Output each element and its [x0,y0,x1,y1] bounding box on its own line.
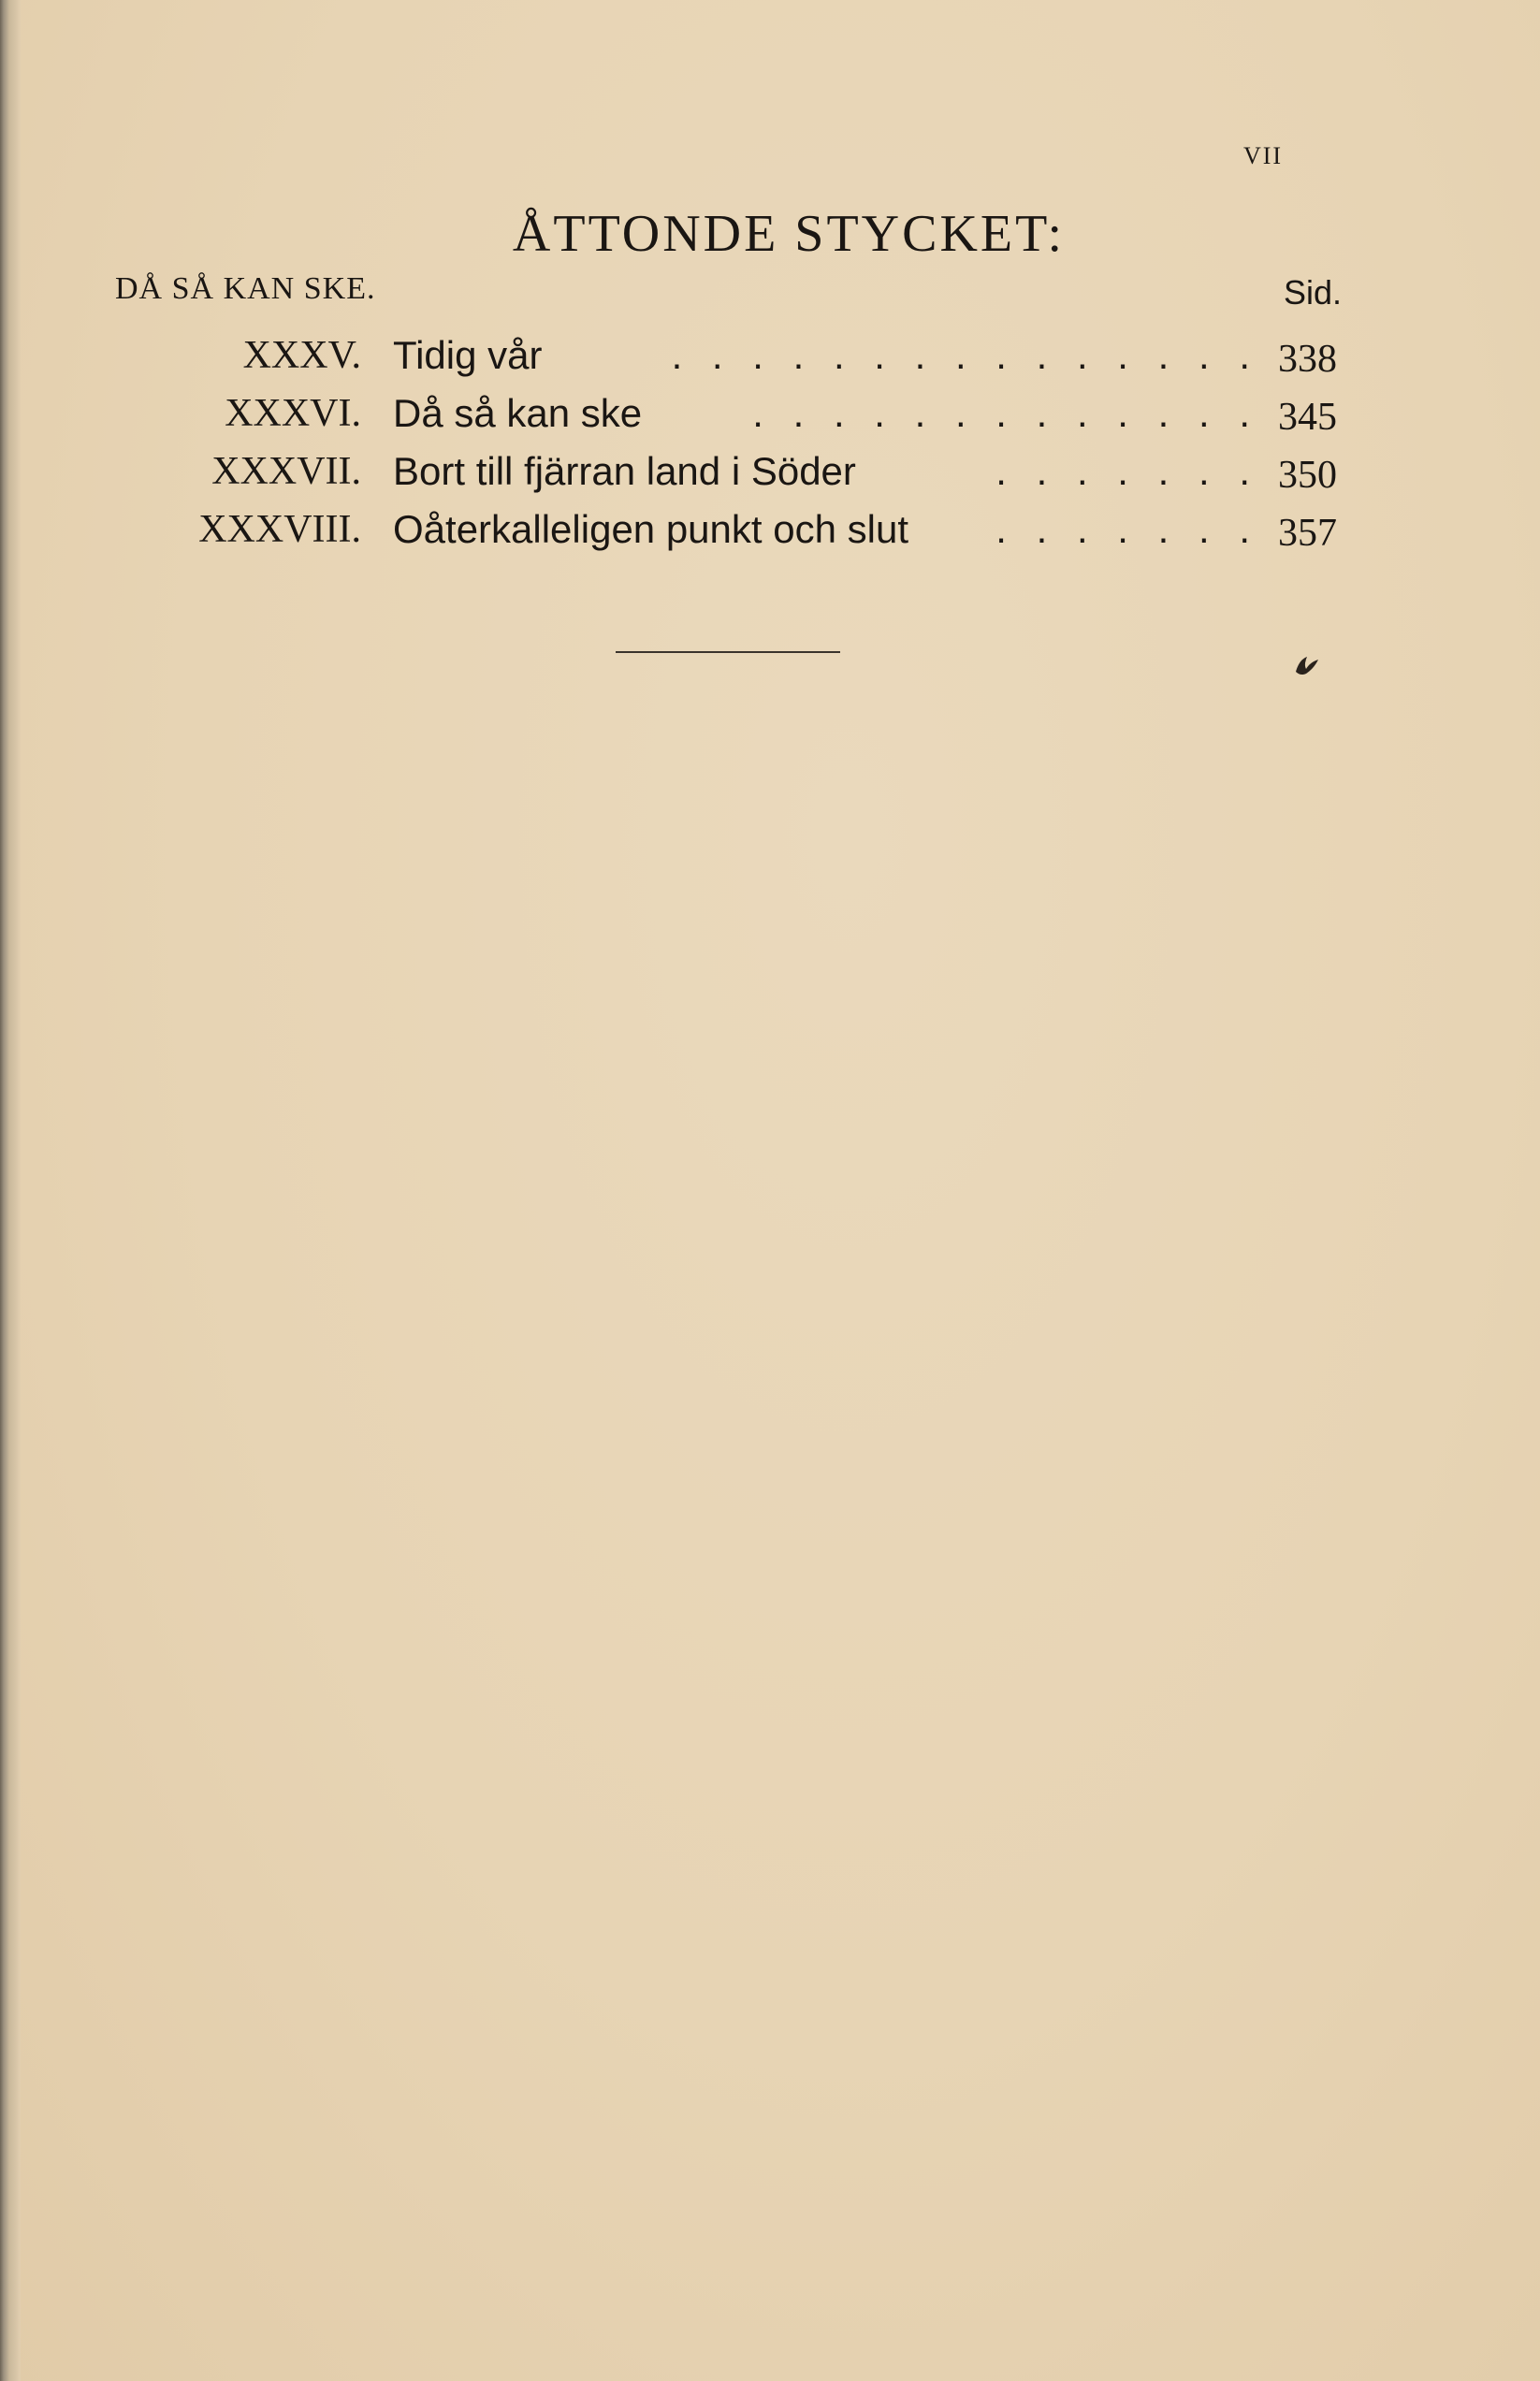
table-of-contents [0,333,1540,565]
toc-entry-title: Tidig vår [393,333,543,377]
part-heading: DÅ SÅ KAN SKE. [115,271,376,306]
toc-entry-page: 338 [1278,338,1337,381]
toc-entry-number: XXXVI. [225,392,361,435]
toc-entry-number: XXXVII. [211,450,361,493]
toc-entry-leader-dots: . . . . . . . [995,507,1259,551]
page-number: VII [1242,142,1284,169]
printer-ornament-icon [1293,653,1321,677]
toc-entry [0,333,1540,391]
toc-entry-leader-dots: . . . . . . . [995,449,1259,493]
toc-entry-title: Då så kan ske [393,391,643,435]
section-title: ÅTTONDE STYCKET: [512,205,1066,263]
toc-entry [0,391,1540,449]
toc-entry-leader-dots: . . . . . . . . . . . . . . . [671,333,1259,377]
toc-entry-page: 345 [1278,396,1337,439]
toc-entry-leader-dots: . . . . . . . . . . . . . [752,391,1259,435]
toc-entry-number: XXXVIII. [198,508,361,551]
page-column-label: Sid. [1284,273,1343,312]
toc-entry [0,507,1540,565]
toc-entry-page: 357 [1278,512,1337,555]
toc-entry-title: Bort till fjärran land i Söder [393,449,856,493]
section-divider-rule [616,651,840,653]
toc-entry [0,449,1540,507]
toc-entry-page: 350 [1278,454,1337,497]
toc-entry-title: Oåterkalleligen punkt och slut [393,507,908,551]
toc-entry-number: XXXV. [242,334,361,377]
